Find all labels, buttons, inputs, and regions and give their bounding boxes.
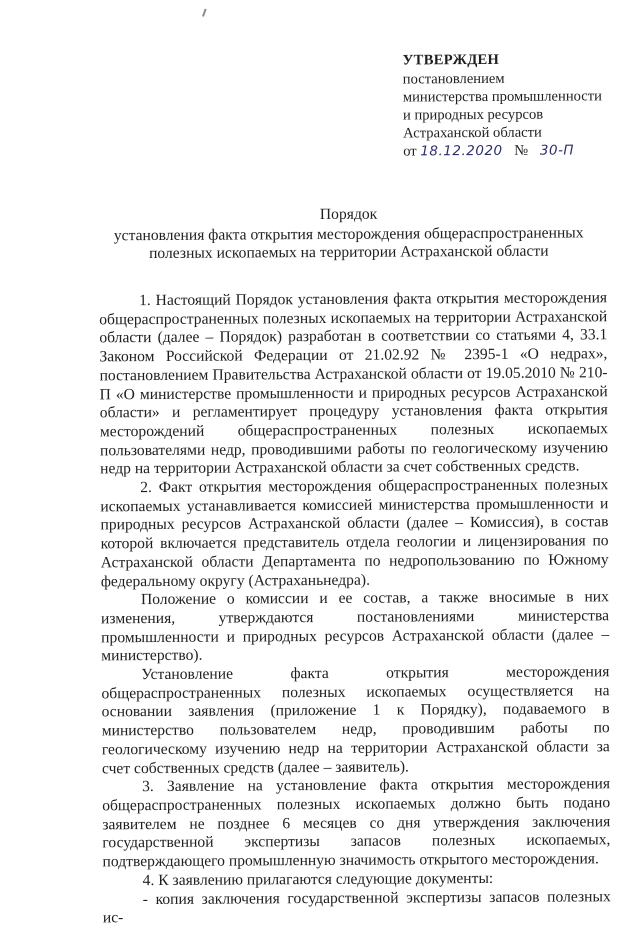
approval-line: постановлением bbox=[402, 70, 505, 88]
paragraph: 1. Настоящий Порядок установления факта открытия месторождения общераспространенных полезных ископаемых на территории Астраханской области (далее – Порядок) разработан в соответствии со статьями 4, 33.1 Законом Российской Федерации от 21.02.92 № 2395-1 «О недрах», постановлением Правительства Астраханской области от 19.05.2010 № 210-П «О министерстве промышленности и природных ресурсов Астраханской области» и регламентирует процедуру установления факта открытия месторождений общераспространенных полезных ископаемых пользователями недр, проводившими работы по геологическому изучению недр на территории Астраханской области за счет собственных средств. bbox=[99, 289, 609, 478]
title-subtitle-line-2: полезных ископаемых на территории Астраханской области bbox=[149, 242, 549, 263]
paragraph: 3. Заявление на установление факта открытия месторождения общераспространенных полезных ископаемых должно быть подано заявителем не позднее 6 месяцев со дня утверждения заключения государственной экспертизы запасов полезных ископаемых, подтверждающего промышленную значимость открытого месторождения. bbox=[102, 775, 611, 871]
document-body bbox=[99, 289, 611, 928]
approval-date-line bbox=[403, 141, 633, 160]
approval-line: и природных ресурсов bbox=[402, 106, 544, 124]
handwritten-date: 18.12.2020 bbox=[420, 142, 503, 160]
paragraph: 2. Факт открытия месторождения общераспространенных полезных ископаемых устанавливается комиссией министерства промышленности и природных ресурсов Астраханской области (далее – Комиссия), в состав которой включается представитель отдела геологии и лицензирования по Астраханской области Департамента по недропользованию по Южному федеральному округу (Астраханьнедра). bbox=[100, 476, 609, 590]
approval-line: Астраханской области bbox=[403, 124, 542, 142]
paragraph: Установление факта открытия месторождения общераспространенных полезных ископаемых осуществляется на основании заявления (приложение 1 к Порядку), подаваемого в министерство пользователем недр, проводившим работы по геологическому изучению недр на территории Астраханской области за счет собственных средств (далее – заявитель). bbox=[101, 663, 610, 777]
approval-line: министерства промышленности bbox=[402, 88, 602, 106]
approval-heading: УТВЕРЖДЕН bbox=[402, 51, 500, 69]
title-subtitle-line-1: установления факта открытия месторождения общераспространенных bbox=[113, 223, 584, 244]
scan-speck bbox=[202, 9, 207, 17]
title-main: Порядок bbox=[319, 205, 378, 223]
paragraph: Положение о комиссии и ее состав, а также вносимые в них изменения, утверждаются постановлениями министерства промышленности и природных ресурсов Астраханской области (далее – министерство). bbox=[100, 588, 610, 665]
handwritten-number: 30-П bbox=[539, 142, 575, 159]
paragraph: - копия заключения государственной экспертизы запасов полезных ис- bbox=[102, 887, 611, 927]
document-title bbox=[59, 204, 639, 264]
approval-stamp-block bbox=[403, 50, 634, 160]
date-prefix: от bbox=[403, 143, 417, 160]
number-sign: № bbox=[514, 142, 529, 159]
paragraph: 4. К заявлению прилагаются следующие документы: bbox=[142, 869, 494, 889]
